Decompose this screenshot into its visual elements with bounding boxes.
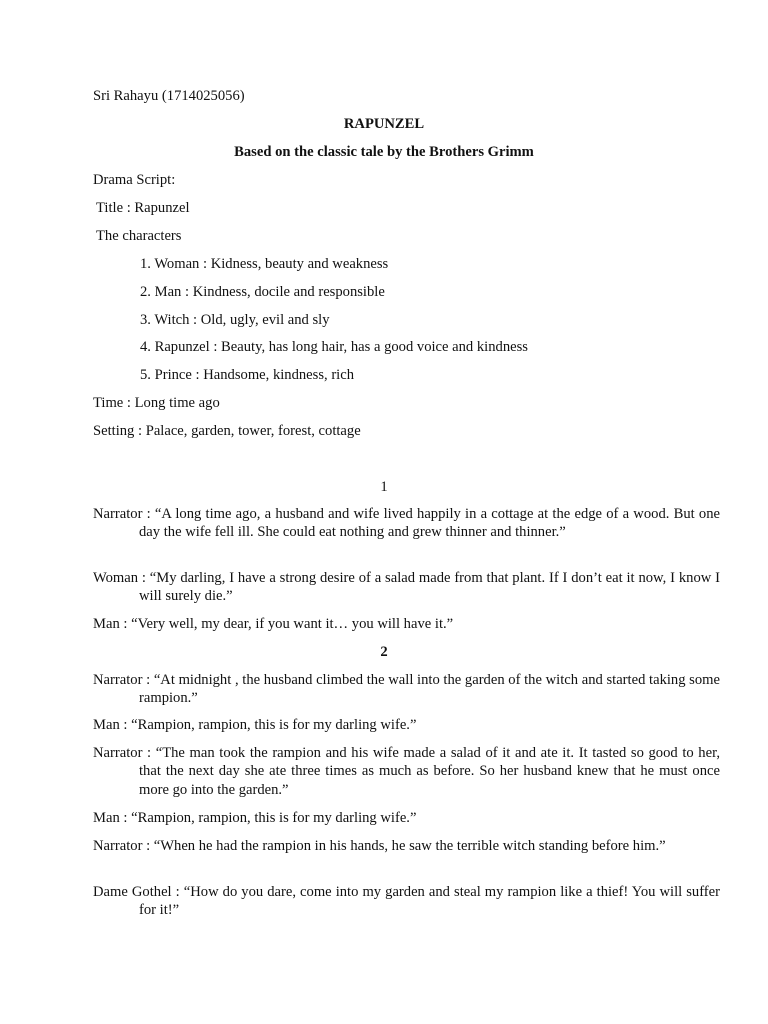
drama-script-label: Drama Script: [93, 172, 176, 188]
setting-line: Setting : Palace, garden, tower, forest, cottage [93, 423, 361, 439]
dialogue-line: Man : “Rampion, rampion, this is for my darling wife.” [93, 810, 417, 826]
dialogue-line: Man : “Very well, my dear, if you want it… you will have it.” [93, 616, 454, 632]
character-item: 3. Witch : Old, ugly, evil and sly [140, 312, 330, 328]
scene-number: 2 [380, 644, 388, 660]
character-item: 2. Man : Kindness, docile and responsible [140, 284, 385, 300]
dialogue-line: Narrator : “At midnight , the husband climbed the wall into the garden of the witch and started taking some rampion.” [93, 672, 720, 707]
dialogue-line: Narrator : “When he had the rampion in his hands, he saw the terrible witch standing before him.” [93, 838, 666, 854]
title-line: Title : Rapunzel [96, 200, 190, 216]
characters-heading: The characters [96, 228, 182, 244]
scene-number: 1 [380, 479, 388, 495]
dialogue-line: Narrator : “The man took the rampion and his wife made a salad of it and ate it. It tasted so good to her, that the next day she ate three times as much as before. So her husband knew that he must once more go into the garden.” [93, 745, 720, 798]
dialogue-line: Man : “Rampion, rampion, this is for my darling wife.” [93, 717, 417, 733]
character-item: 1. Woman : Kidness, beauty and weakness [140, 256, 389, 272]
dialogue-line: Dame Gothel : “How do you dare, come into my garden and steal my rampion like a thief! You will suffer for it!” [93, 884, 720, 919]
author-line: Sri Rahayu (1714025056) [93, 88, 245, 104]
time-line: Time : Long time ago [93, 395, 220, 411]
dialogue-line: Woman : “My darling, I have a strong desire of a salad made from that plant. If I don’t eat it now, I know I will surely die.” [93, 570, 720, 605]
document-title: RAPUNZEL [343, 116, 425, 132]
character-item: 4. Rapunzel : Beauty, has long hair, has a good voice and kindness [140, 339, 528, 355]
document-subtitle: Based on the classic tale by the Brothers Grimm [234, 144, 534, 160]
character-item: 5. Prince : Handsome, kindness, rich [140, 367, 355, 383]
dialogue-line: Narrator : “A long time ago, a husband and wife lived happily in a cottage at the edge of a wood. But one day the wife fell ill. She could eat nothing and grew thinner and thinner.” [93, 506, 720, 541]
